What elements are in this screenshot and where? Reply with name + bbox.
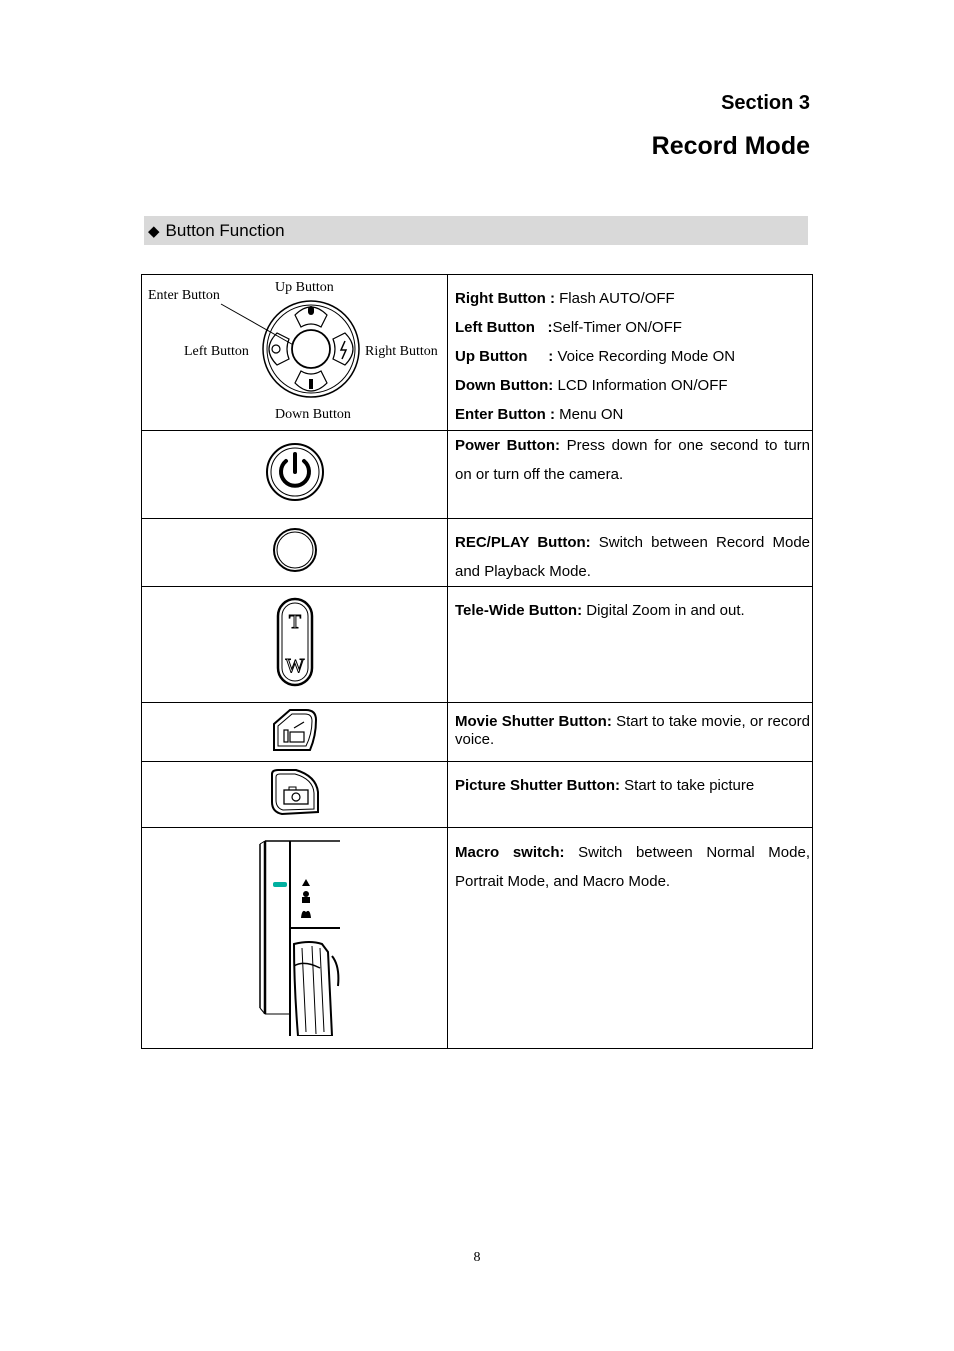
landscape-icon — [302, 879, 310, 886]
movie-shutter-icon — [270, 706, 320, 754]
up-button-label: Up Button — [274, 280, 334, 295]
right-button-line: Right Button : Flash AUTO/OFF — [455, 290, 675, 307]
enter-button-line: Enter Button : Menu ON — [455, 406, 624, 423]
table-row — [142, 703, 813, 762]
nav-pad-diagram — [145, 275, 445, 425]
power-button-description: Power Button: Press down for one second to turn on or turn off the camera. — [448, 431, 813, 519]
tele-wide-description: Tele-Wide Button: Digital Zoom in and out. — [448, 587, 813, 703]
page-title: Record Mode — [651, 132, 810, 160]
nav-pad-cell — [142, 275, 448, 431]
wide-label: W — [285, 655, 304, 677]
left-button-line: Left Button :Self-Timer ON/OFF — [455, 319, 682, 336]
rec-play-button-cell — [142, 519, 448, 587]
self-timer-icon — [272, 345, 280, 353]
picture-shutter-description: Picture Shutter Button: Start to take picture — [448, 762, 813, 828]
section-number: Section 3 — [721, 92, 810, 114]
macro-switch-cell — [142, 828, 448, 1049]
section-bar — [144, 216, 808, 245]
portrait-icon — [303, 891, 309, 897]
up-button-line: Up Button : Voice Recording Mode ON — [455, 348, 736, 365]
movie-shutter-button-cell — [142, 703, 448, 762]
picture-shutter-icon — [268, 766, 322, 818]
power-button-cell — [142, 431, 448, 519]
enter-pointer-line — [221, 304, 297, 347]
right-button-label: Right Button — [364, 344, 438, 359]
enter-button-label: Enter Button — [147, 288, 220, 303]
macro-switch-icon — [250, 836, 340, 1036]
table-row — [142, 519, 813, 587]
nav-pad-icon — [263, 301, 359, 397]
power-icon — [264, 441, 326, 503]
movie-shutter-description: Movie Shutter Button: Start to take movie, or record voice. — [448, 703, 813, 762]
tele-wide-button-cell — [142, 587, 448, 703]
flash-icon — [341, 341, 346, 359]
tele-wide-button-icon — [273, 596, 317, 688]
tele-label: T — [288, 611, 301, 633]
switch-indicator — [273, 882, 287, 887]
macro-switch-description: Macro switch: Switch between Normal Mode, Portrait Mode, and Macro Mode. — [448, 828, 813, 1049]
picture-shutter-button-cell — [142, 762, 448, 828]
rec-play-button-icon — [271, 525, 319, 575]
info-icon — [309, 379, 313, 389]
section-bar-label: Button Function — [165, 221, 285, 240]
left-button-label: Left Button — [183, 344, 249, 359]
table-row — [142, 275, 813, 431]
diamond-bullet-icon: ◆ — [148, 223, 160, 240]
down-button-line: Down Button: LCD Information ON/OFF — [455, 377, 728, 394]
microphone-icon — [308, 306, 314, 315]
page-number: 8 — [473, 1250, 481, 1265]
table-row — [142, 587, 813, 703]
macro-flower-icon — [301, 910, 311, 917]
table-row — [142, 762, 813, 828]
button-function-table — [141, 274, 813, 1049]
down-button-label: Down Button — [274, 407, 351, 422]
table-row — [142, 431, 813, 519]
rec-play-description: REC/PLAY Button: Switch between Record Mode and Playback Mode. — [448, 519, 813, 587]
nav-pad-description — [448, 275, 813, 431]
table-row — [142, 828, 813, 1049]
